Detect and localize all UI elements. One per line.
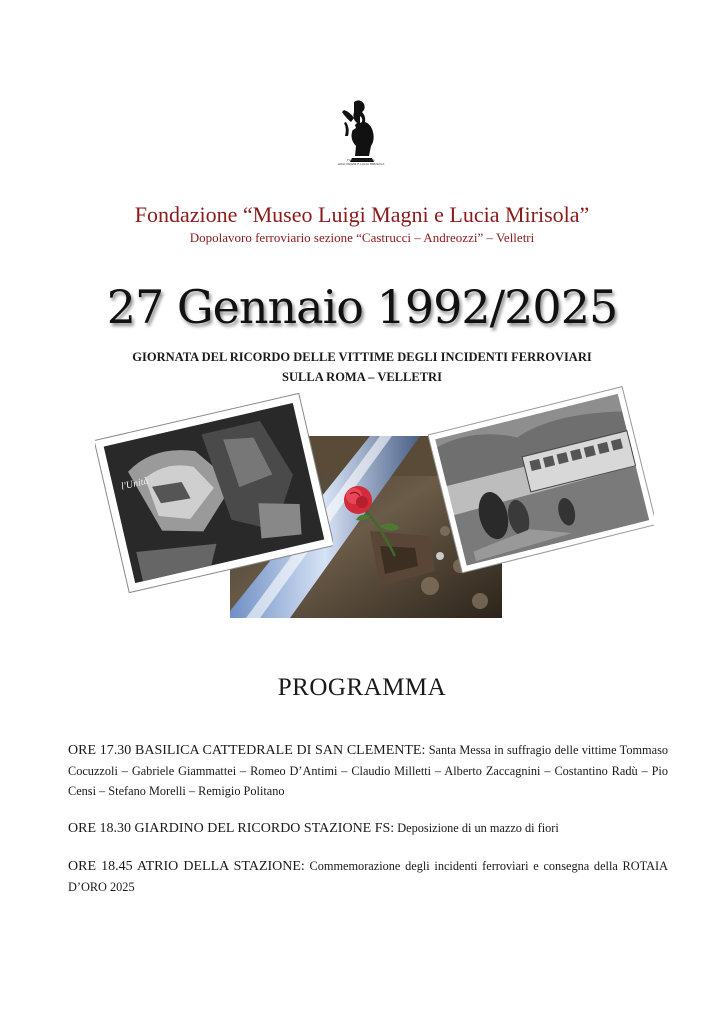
logo-caption: LUIGI MAGNI E LUCIA MIRISOLA [337,162,385,166]
program-item-time: ORE 18.45 ATRIO DELLA STAZIONE: [68,859,305,874]
programma-heading: PROGRAMMA [277,674,447,701]
program-item [68,818,668,839]
page-title: 27 Gennaio 1992/2025 [106,280,618,334]
program-item-text: Santa Messa in suffragio delle vittime Tommaso Cocuzzoli – Gabriele Giammattei – Romeo D’Antimi – Claudio Milletti – Alberto Zaccagnini – Costantino Radù – Pio Censi – Stefano Morelli – Remigio Politano [68,743,669,798]
program-item-time: ORE 17.30 BASILICA CATTEDRALE DI SAN CLEMENTE: [68,743,426,758]
program-item [68,856,668,897]
program-item-text: Deposizione di un mazzo di fiori [397,821,559,835]
subtitle: Dopolavoro ferroviario sezione “Castrucci – Andreozzi” – Velletri [189,230,535,245]
derailed-train-photo [428,383,654,575]
newspaper-caption: l'Unità [120,475,150,493]
program-item-text: Commemorazione degli incidenti ferroviari e consegna della ROTAIA D’ORO 2025 [68,859,668,894]
program-item-time: ORE 18.30 GIARDINO DEL RICORDO STAZIONE FS: [68,821,395,836]
program-item [68,740,668,801]
newspaper-crash-photo [95,393,333,593]
event-name-line1: GIORNATA DEL RICORDO DELLE VITTIME DEGLI INCIDENTI FERROVIARI [132,350,592,364]
event-name-line2: SULLA ROMA – VELLETRI [282,370,442,384]
foundation-name: Fondazione “Museo Luigi Magni e Lucia Mirisola” [134,202,590,227]
logo-caption: Fondazione Museo [347,158,375,162]
